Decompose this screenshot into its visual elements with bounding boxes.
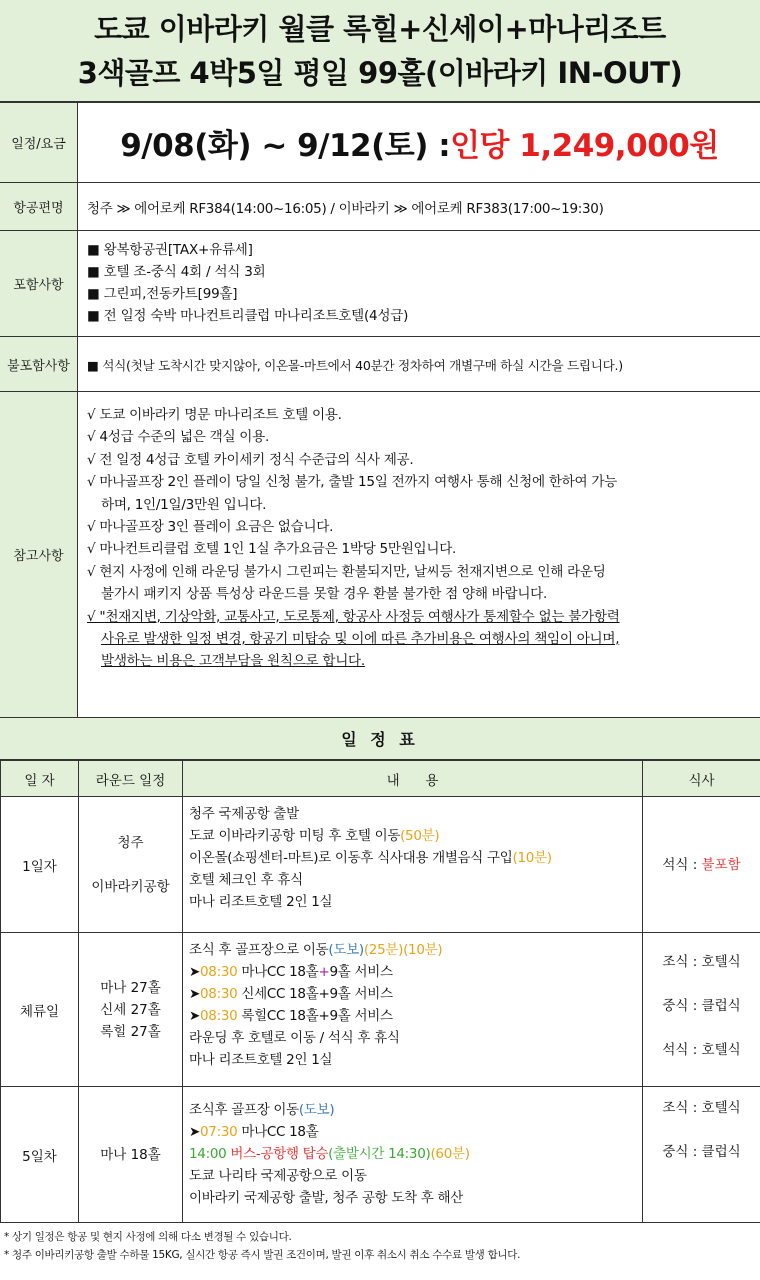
meal-item: 중식 : 클럽식 — [662, 1144, 741, 1160]
meal-cell — [643, 1087, 760, 1223]
schedule-line: 도쿄 나리타 국제공항으로 이동 — [189, 1168, 367, 1184]
price-row-label: 일정/요금 — [0, 103, 78, 182]
arrow-icon: ➤ — [189, 964, 201, 980]
schedule-line: 14:00 버스-공항행 탑승(출발시간 14:30)(60분) — [189, 1146, 470, 1162]
included-row-label: 포함사항 — [0, 231, 78, 336]
schedule-line: 마나 리조트호텔 2인 1실 — [189, 1052, 333, 1068]
col-header-content: 내 용 — [183, 761, 643, 797]
round-item: 이바라키공항 — [91, 878, 170, 895]
content-cell — [183, 933, 643, 1087]
excluded-item: ■ 석식(첫날 도착시간 맞지않아, 이온몰-마트에서 40분간 정차하여 개별구매 하실 시간을 드립니다.) — [87, 357, 623, 373]
day-label: 체류일 — [1, 933, 79, 1087]
round-cell — [79, 933, 183, 1087]
round-cell — [79, 1087, 183, 1223]
meal-item: 석식 : 호텔식 — [662, 1042, 741, 1058]
schedule-line: 조식 후 골프장으로 이동(도보)(25분)(10분) — [189, 942, 443, 958]
schedule-title: 일 정 표 — [0, 718, 760, 760]
round-item: 마나 27홀 — [100, 979, 161, 996]
arrow-icon: ➤ — [189, 1008, 201, 1024]
schedule-line: ➤08:30 록힐CC 18홀+9홀 서비스 — [189, 1008, 393, 1024]
schedule-header-row — [1, 761, 760, 797]
meal-item: 조식 : 호텔식 — [662, 1100, 741, 1116]
meal-item: 석식 : 불포함 — [662, 856, 741, 873]
arrow-icon: ➤ — [189, 1124, 201, 1140]
col-header-meal: 식사 — [643, 761, 760, 797]
meal-item: 조식 : 호텔식 — [662, 954, 741, 970]
schedule-line: ➤08:30 신세CC 18홀+9홀 서비스 — [189, 986, 393, 1002]
round-cell — [79, 797, 183, 933]
content-cell — [183, 797, 643, 933]
note-line: √ 4성급 수준의 넓은 객실 이용. — [87, 429, 269, 446]
note-line: √ 마나컨트리클럽 호텔 1인 1실 추가요금은 1박당 5만원입니다. — [87, 541, 457, 558]
included-row — [0, 231, 760, 337]
day-label: 1일자 — [1, 797, 79, 933]
arrow-icon: ➤ — [189, 986, 201, 1002]
meal-cell — [643, 797, 760, 933]
round-item: 록힐 27홀 — [100, 1023, 161, 1040]
content-cell — [183, 1087, 643, 1223]
title-line-2: 3색골프 4박5일 평일 99홀(이바라키 IN-OUT) — [77, 55, 683, 90]
price-row — [0, 103, 760, 183]
included-item: ■ 왕복항공권[TAX+유류세] — [87, 242, 253, 258]
excluded-row — [0, 337, 760, 392]
note-line: 불가시 패키지 상품 특성상 라운드를 못할 경우 환불 불가한 점 양해 바랍니다. — [101, 586, 548, 603]
tour-price: 인당 1,249,000원 — [450, 128, 719, 164]
note-line: √ 마나골프장 3인 플레이 요금은 없습니다. — [87, 519, 334, 536]
footer-line: * 상기 일정은 항공 및 현지 사정에 의해 다소 변경될 수 있습니다. — [4, 1231, 292, 1243]
schedule-row-day1 — [1, 797, 760, 933]
round-item: 신세 27홀 — [100, 1001, 161, 1018]
schedule-line: ➤07:30 마나CC 18홀 — [189, 1124, 319, 1140]
note-line: √ "천재지변, 기상악화, 교통사고, 도로통제, 항공사 사정등 여행사가 통제할수 없는 불가항력 — [87, 608, 620, 625]
note-line: √ 현지 사정에 인해 라운딩 불가시 그린피는 환불되지만, 날씨등 천재지변으로 인해 라운딩 — [87, 563, 606, 580]
schedule-line: 호텔 체크인 후 휴식 — [189, 872, 303, 888]
schedule-row-day5 — [1, 1087, 760, 1223]
col-header-round: 라운드 일정 — [79, 761, 183, 797]
notes-row-label: 참고사항 — [0, 392, 78, 717]
footer-notes — [4, 1228, 756, 1264]
schedule-line: 마나 리조트호텔 2인 1실 — [189, 894, 333, 910]
flight-row-label: 항공편명 — [0, 183, 78, 230]
schedule-line: 이바라키 국제공항 출발, 청주 공항 도착 후 해산 — [189, 1190, 464, 1206]
note-line: 하며, 1인/1일/3만원 입니다. — [101, 496, 267, 513]
schedule-line: ➤08:30 마나CC 18홀+9홀 서비스 — [189, 964, 393, 980]
schedule-line: 청주 국제공항 출발 — [189, 806, 299, 822]
note-line: 발생하는 비용은 고객부담을 원칙으로 합니다. — [101, 653, 365, 670]
title-line-1: 도쿄 이바라키 월클 록힐+신세이+마나리조트 — [94, 11, 666, 46]
col-header-day: 일 자 — [1, 761, 79, 797]
meal-cell — [643, 933, 760, 1087]
day-label: 5일차 — [1, 1087, 79, 1223]
schedule-line: 도쿄 이바라키공항 미팅 후 호텔 이동(50분) — [189, 828, 440, 844]
flight-row — [0, 183, 760, 231]
footer-line: * 청주 이바리키공항 출발 수하물 15KG, 실시간 항공 즉시 발권 조건이며, 발권 이후 취소시 취소 수수료 발생 합니다. — [4, 1249, 521, 1261]
included-item: ■ 전 일정 숙박 마나컨트리클럽 마나리조트호텔(4성급) — [87, 308, 409, 324]
note-line: √ 마나골프장 2인 플레이 당일 신청 불가, 출발 15일 전까지 여행사 통해 신청에 한하여 가능 — [87, 474, 617, 491]
included-item: ■ 호텔 조-중식 4회 / 석식 3회 — [87, 264, 266, 280]
note-line: √ 전 일정 4성급 호텔 카이세키 정식 수준급의 식사 제공. — [87, 451, 414, 468]
schedule-line: 이온몰(쇼핑센터-마트)로 이동후 식사대용 개별음식 구입(10분) — [189, 850, 552, 866]
excluded-row-label: 불포함사항 — [0, 337, 78, 391]
note-line: 사유로 발생한 일정 변경, 항공기 미탑승 및 이에 따른 추가비용은 여행사의 책임이 아니며, — [101, 631, 620, 648]
included-item: ■ 그린피,전동카트[99홀] — [87, 286, 238, 302]
schedule-line: 조식후 골프장 이동(도보) — [189, 1102, 335, 1118]
tour-dates: 9/08(화) ~ 9/12(토) : — [120, 128, 451, 164]
page-title — [0, 0, 760, 103]
note-line: √ 도쿄 이바라키 명문 마나리조트 호텔 이용. — [87, 407, 342, 423]
meal-item: 중식 : 클럽식 — [662, 998, 741, 1014]
round-item: 마나 18홀 — [100, 1146, 161, 1163]
schedule-line: 라운딩 후 호텔로 이동 / 석식 후 휴식 — [189, 1030, 400, 1046]
flight-info: 청주 ≫ 에어로케 RF384(14:00~16:05) / 이바라키 ≫ 에어로케 RF383(17:00~19:30) — [87, 200, 604, 217]
schedule-table — [0, 760, 760, 1223]
notes-row — [0, 392, 760, 718]
schedule-row-day2 — [1, 933, 760, 1087]
round-item: 청주 — [117, 834, 144, 851]
